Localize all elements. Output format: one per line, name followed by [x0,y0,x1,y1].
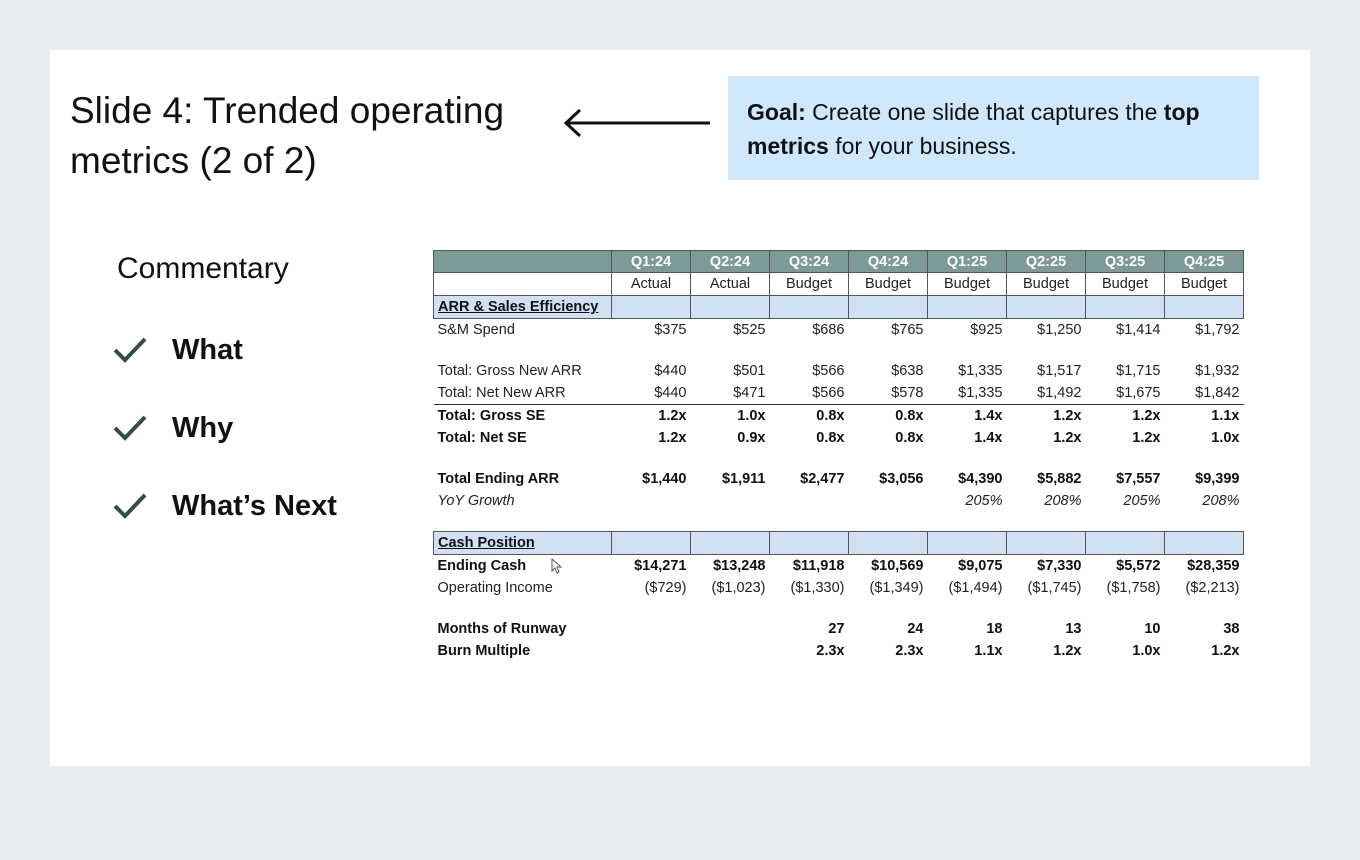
value-cell: 13 [1065,621,1082,637]
value-cell: 208% [1044,493,1082,509]
value-cell: 1.2x [658,430,687,446]
goal-callout [728,76,1259,180]
commentary-item-label: What [172,333,243,366]
value-cell [1007,341,1086,360]
table-row [434,427,1244,449]
type-header-cell: Budget [1007,273,1086,296]
value-cell: 205% [965,493,1003,509]
value-cell: $1,932 [1195,363,1240,379]
value-cell [849,512,928,532]
commentary-heading: Commentary [117,252,289,285]
value-cell: $578 [891,385,924,401]
section-fill-cell [691,532,770,555]
section-fill-cell [691,296,770,319]
table-row [434,319,1244,342]
spacer-row [434,449,1244,468]
section-fill-cell [1165,296,1244,319]
value-cell [612,341,691,360]
header-row-quarters [434,251,1244,273]
value-cell: $375 [654,322,687,338]
value-cell: 1.0x [1211,430,1240,446]
value-cell: 1.2x [1132,430,1161,446]
table-row [434,360,1244,382]
value-cell [612,618,691,640]
value-cell: $440 [654,363,687,379]
value-cell: $566 [812,363,845,379]
goal-emphasis: top metrics [747,99,1200,159]
spacer-row [434,599,1244,618]
value-cell [691,512,770,532]
table-row [434,490,1244,512]
value-cell: ($1,023) [711,580,766,596]
value-cell [1086,599,1165,618]
row-label [434,599,612,618]
value-cell [928,449,1007,468]
value-cell: $686 [812,322,845,338]
commentary-item-label: Why [172,411,234,444]
value-cell: $501 [733,363,766,379]
value-cell: ($1,758) [1106,580,1161,596]
value-cell [1165,599,1244,618]
commentary-item-what [112,330,243,370]
section-fill-cell [1086,532,1165,555]
value-cell: 2.3x [816,643,845,659]
section-fill-cell [612,532,691,555]
quarter-header-cell: Q3:24 [770,251,849,273]
value-cell: 2.3x [895,643,924,659]
row-label [434,512,612,532]
value-cell [928,599,1007,618]
value-cell: $2,477 [800,471,845,487]
quarter-header-cell: Q3:25 [1086,251,1165,273]
value-cell [1086,341,1165,360]
value-cell: $13,248 [713,558,766,574]
value-cell: 208% [1202,493,1240,509]
section-row-arr-sales-efficiency [434,296,1244,319]
table-row [434,405,1244,428]
value-cell: $1,842 [1195,385,1240,401]
value-cell: $1,792 [1195,322,1240,338]
section-title: ARR & Sales Efficiency [434,296,612,319]
quarter-header-cell: Q1:24 [612,251,691,273]
value-cell [612,599,691,618]
value-cell [612,449,691,468]
value-cell: 0.8x [770,405,849,428]
value-cell: 1.0x [691,405,770,428]
table-row [434,618,1244,640]
value-cell [691,640,770,662]
value-cell: 0.9x [737,430,766,446]
value-cell: $1,335 [958,385,1003,401]
value-cell: $9,399 [1195,471,1240,487]
value-cell: ($1,745) [1027,580,1082,596]
value-cell: 1.4x [974,430,1003,446]
quarter-header-cell: Q2:24 [691,251,770,273]
value-cell: ($729) [644,580,687,596]
table-row [434,577,1244,599]
value-cell [691,341,770,360]
type-header-cell: Actual [691,273,770,296]
section-fill-cell [770,296,849,319]
row-label: Total: Gross New ARR [437,363,582,379]
row-label: Total: Gross SE [434,405,612,428]
row-label: Operating Income [437,580,553,596]
value-cell: $638 [891,363,924,379]
row-label: Total Ending ARR [437,471,560,487]
value-cell [691,490,770,512]
value-cell [1086,512,1165,532]
value-cell [1007,449,1086,468]
value-cell: 0.8x [816,430,845,446]
header-corner-cell [434,273,612,296]
section-fill-cell [1007,296,1086,319]
metrics-table-wrapper [433,250,1243,662]
value-cell: $3,056 [879,471,924,487]
value-cell: $11,918 [792,558,845,574]
row-label: Ending Cash [437,558,527,574]
value-cell: $9,075 [958,558,1003,574]
quarter-header-cell: Q1:25 [928,251,1007,273]
value-cell: 0.8x [895,430,924,446]
row-label: YoY Growth [437,493,515,509]
quarter-header-cell: Q4:24 [849,251,928,273]
type-header-cell: Budget [1086,273,1165,296]
section-fill-cell [1165,532,1244,555]
spacer-row [434,341,1244,360]
checkmark-icon [112,491,148,521]
value-cell: $28,359 [1187,558,1240,574]
value-cell [691,449,770,468]
section-row-cash-position [434,532,1244,555]
value-cell: 1.4x [928,405,1007,428]
value-cell: 27 [828,621,845,637]
value-cell: 1.2x [1053,430,1082,446]
header-row-types [434,273,1244,296]
row-label [434,341,612,360]
value-cell [1007,599,1086,618]
value-cell [849,599,928,618]
section-fill-cell [849,532,928,555]
table-row [434,640,1244,662]
value-cell: ($1,349) [869,580,924,596]
row-label [434,449,612,468]
type-header-cell: Actual [612,273,691,296]
spacer-row [434,512,1244,532]
value-cell [928,341,1007,360]
value-cell: $7,557 [1116,471,1161,487]
value-cell [1007,512,1086,532]
value-cell [770,490,849,512]
type-header-cell: Budget [770,273,849,296]
row-label: Total: Net New ARR [437,385,566,401]
value-cell: $5,572 [1116,558,1161,574]
value-cell: 1.2x [1053,643,1082,659]
value-cell: 1.2x [1086,405,1165,428]
value-cell [1165,512,1244,532]
value-cell: $1,715 [1116,363,1161,379]
value-cell: $1,440 [642,471,687,487]
slide-title: Slide 4: Trended operating metrics (2 of 2) [70,90,505,181]
value-cell: $566 [812,385,845,401]
value-cell: $925 [970,322,1003,338]
value-cell: 38 [1223,621,1240,637]
section-fill-cell [928,296,1007,319]
section-fill-cell [1007,532,1086,555]
section-fill-cell [1086,296,1165,319]
section-fill-cell [612,296,691,319]
value-cell: 205% [1123,493,1161,509]
metrics-table [433,250,1244,662]
section-fill-cell [849,296,928,319]
value-cell [770,599,849,618]
value-cell: $440 [654,385,687,401]
value-cell: $5,882 [1037,471,1082,487]
value-cell: $1,492 [1037,385,1082,401]
value-cell: 10 [1144,621,1161,637]
value-cell [849,490,928,512]
value-cell [1165,341,1244,360]
value-cell [1086,449,1165,468]
row-label: S&M Spend [437,322,515,338]
checkmark-icon [112,413,148,443]
quarter-header-cell: Q4:25 [1165,251,1244,273]
section-fill-cell [770,532,849,555]
value-cell: $14,271 [634,558,687,574]
arrow-left-icon [558,108,718,138]
value-cell: 24 [907,621,924,637]
value-cell [928,512,1007,532]
value-cell: $1,414 [1116,322,1161,338]
value-cell: $10,569 [871,558,924,574]
commentary-item-why [112,408,233,448]
value-cell: $765 [891,322,924,338]
value-cell: 1.0x [1132,643,1161,659]
quarter-header-cell: Q2:25 [1007,251,1086,273]
type-header-cell: Budget [1165,273,1244,296]
goal-text-after: for your business. [828,133,1017,159]
value-cell [849,341,928,360]
value-cell: 0.8x [849,405,928,428]
value-cell: $7,330 [1037,558,1082,574]
value-cell: $471 [733,385,766,401]
row-label: Burn Multiple [437,643,531,659]
value-cell [770,341,849,360]
value-cell: $4,390 [958,471,1003,487]
value-cell [770,449,849,468]
value-cell: $1,675 [1116,385,1161,401]
type-header-cell: Budget [849,273,928,296]
section-title: Cash Position [434,532,612,555]
value-cell: ($2,213) [1185,580,1240,596]
goal-text-before: Create one slide that captures the [805,99,1164,125]
slide [50,50,1310,766]
row-label: Total: Net SE [437,430,527,446]
value-cell: $1,911 [721,471,766,487]
value-cell: $525 [733,322,766,338]
value-cell [612,512,691,532]
value-cell [691,618,770,640]
value-cell [612,490,691,512]
value-cell [770,512,849,532]
value-cell: ($1,330) [790,580,845,596]
value-cell: 1.1x [974,643,1003,659]
value-cell: 1.2x [612,405,691,428]
value-cell: 1.2x [1007,405,1086,428]
commentary-item-whats-next [112,486,337,526]
value-cell: $1,335 [958,363,1003,379]
value-cell [849,449,928,468]
goal-label: Goal: [747,99,806,125]
value-cell: $1,517 [1037,363,1082,379]
value-cell: $1,250 [1037,322,1082,338]
table-row [434,468,1244,490]
value-cell: 1.1x [1165,405,1244,428]
value-cell [612,640,691,662]
table-row [434,382,1244,405]
mouse-cursor-icon [551,558,563,574]
row-label: Months of Runway [437,621,567,637]
value-cell [1165,449,1244,468]
value-cell: 1.2x [1211,643,1240,659]
commentary-item-label: What’s Next [172,489,337,522]
type-header-cell: Budget [928,273,1007,296]
checkmark-icon [112,335,148,365]
value-cell [691,599,770,618]
value-cell: 18 [986,621,1003,637]
value-cell: ($1,494) [948,580,1003,596]
header-corner-cell [434,251,612,273]
section-fill-cell [928,532,1007,555]
